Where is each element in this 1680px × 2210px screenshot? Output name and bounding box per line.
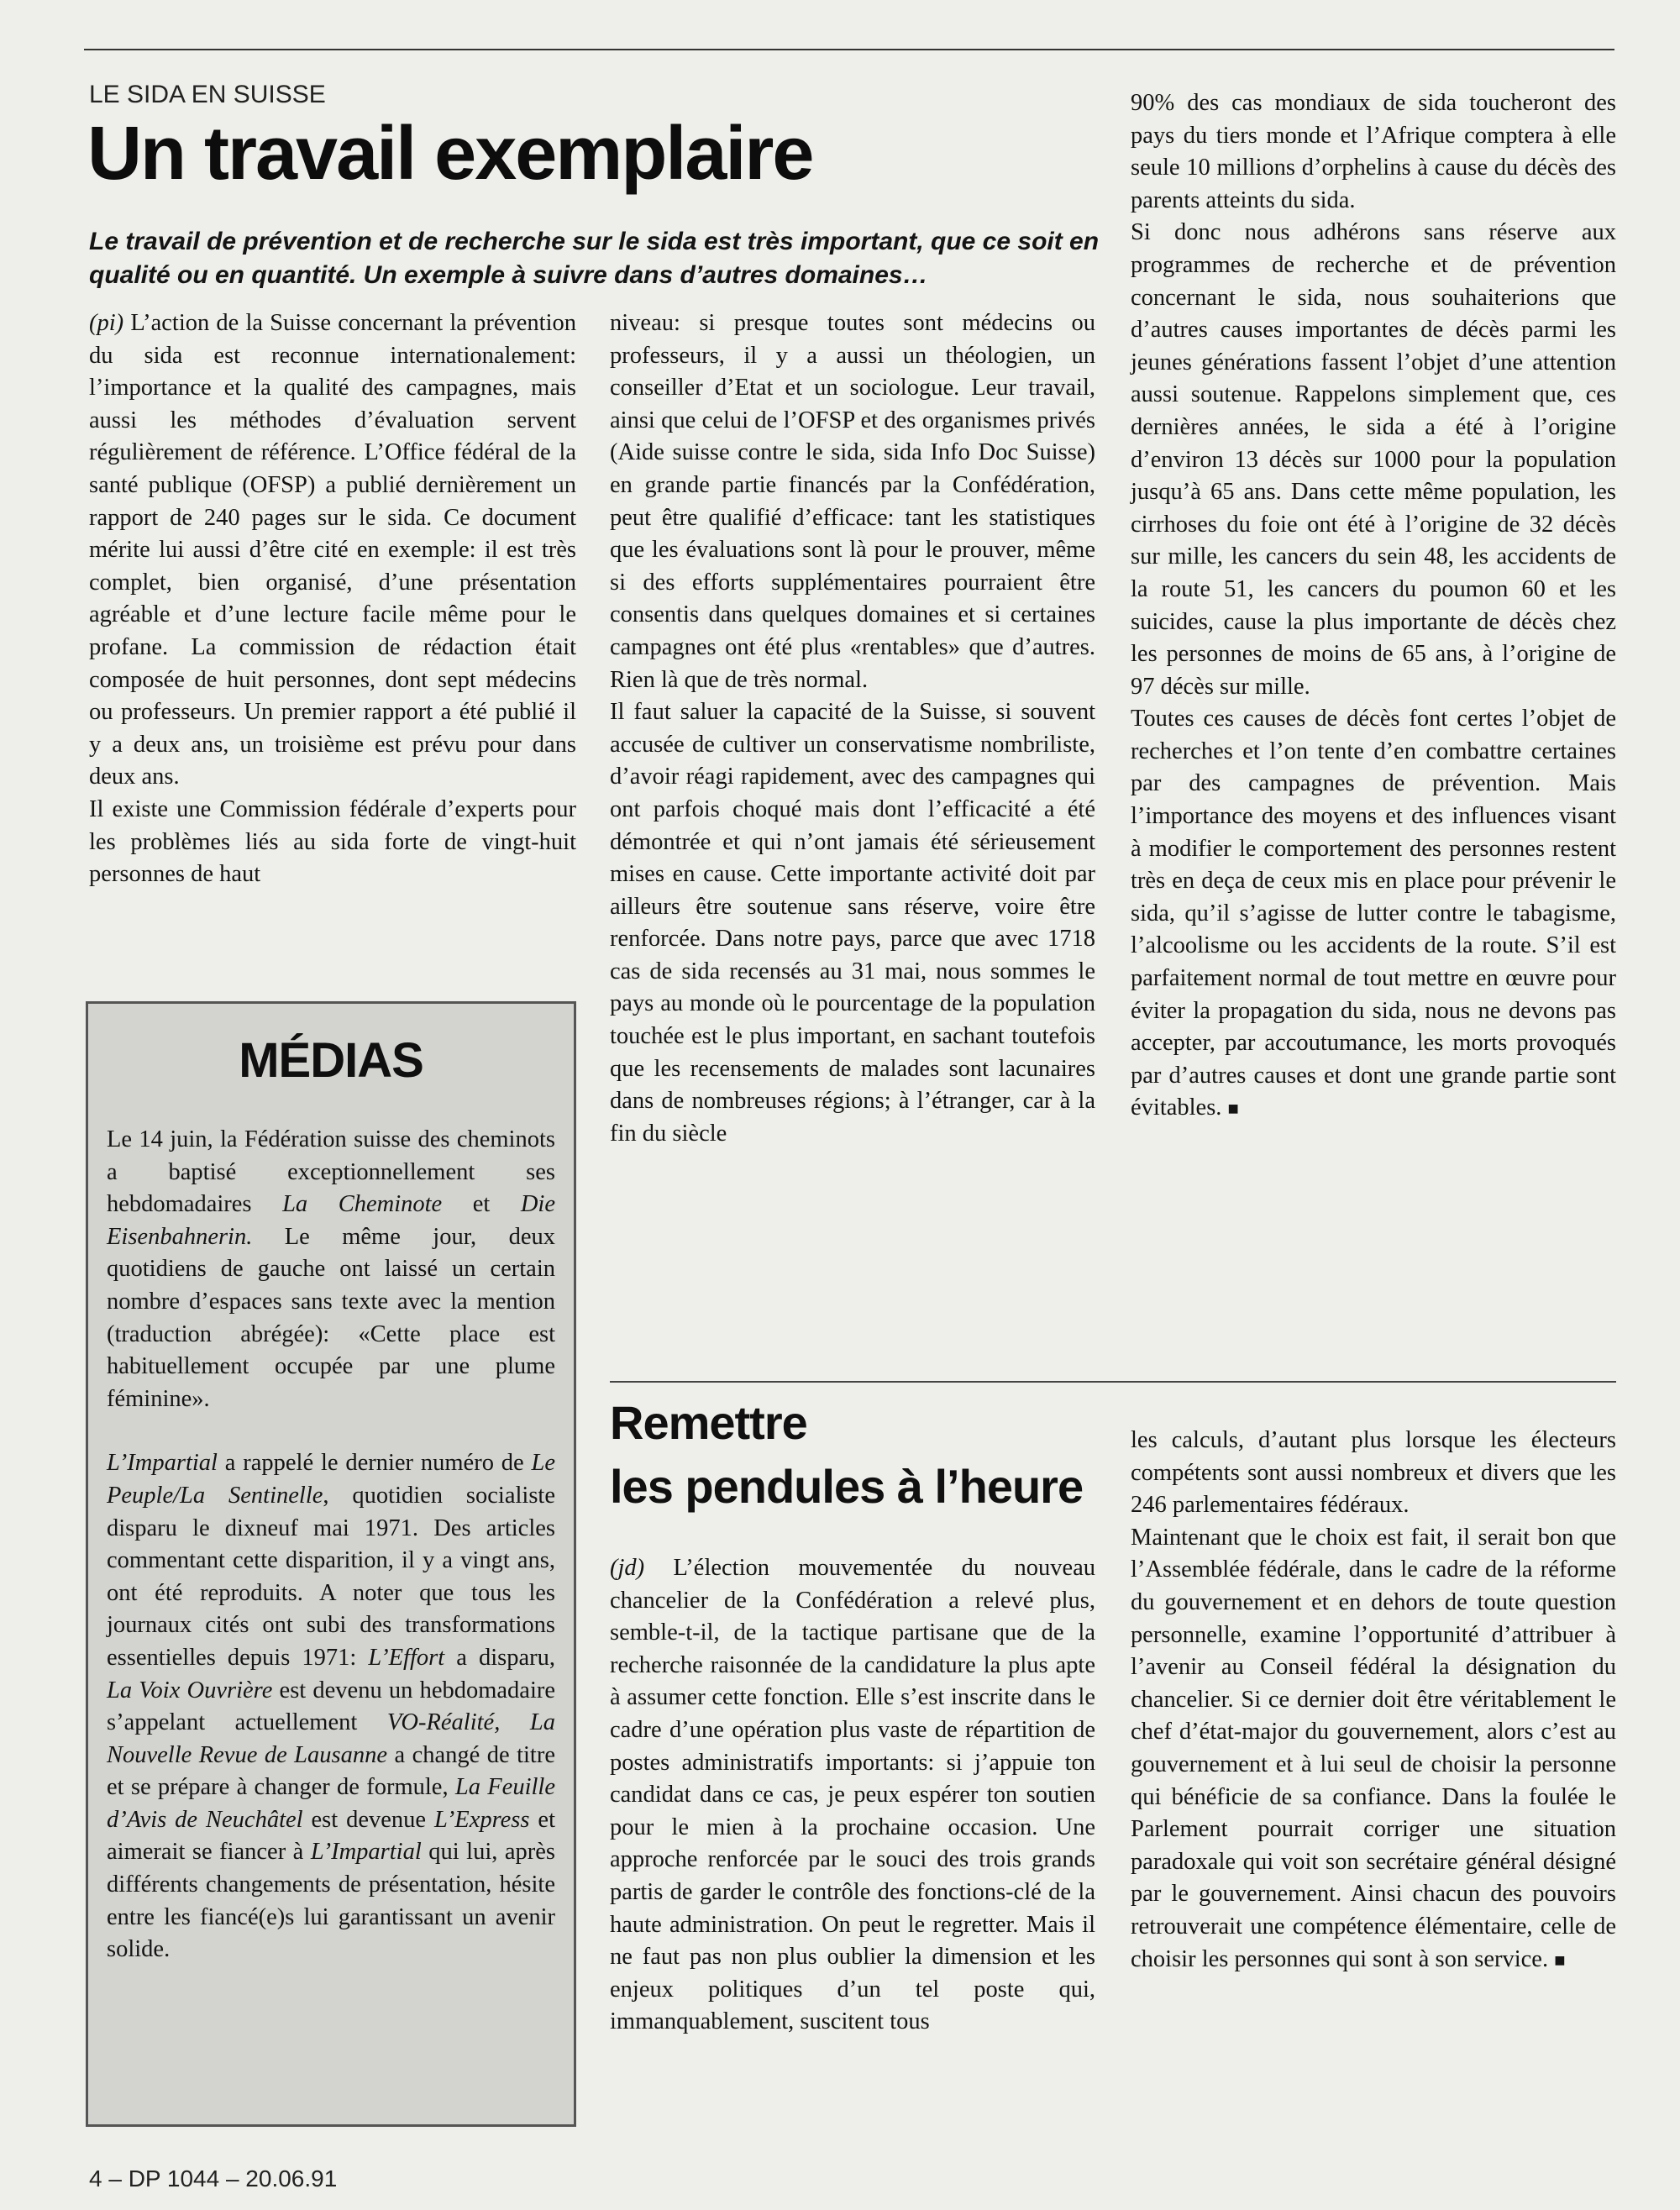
paragraph: Il existe une Commission fédérale d’experts pour les problèmes liés au sida forte de vingt-huit personnes de haut xyxy=(89,795,576,888)
paragraph: niveau: si presque toutes sont médecins ou professeurs, il y a aussi un théologien, un conseiller d’Etat et un sociologue. Leur travail, ainsi que celui de l’OFSP et des organismes privés (Aide suisse contre le sida, sida Info Doc Suisse) en grande partie financés par la Confédération, peut être qualifié d’efficace: tant les statistiques que les évaluations sont là pour le prouver, même si des efforts supplémentaires pourraient être consentis dans quelques domaines et si certaines campagnes ont été plus «rentables» que d’autres. Rien là que de très normal. xyxy=(610,310,1095,693)
end-mark: ■ xyxy=(1227,1098,1239,1120)
paragraph: Maintenant que le choix est fait, il serait bon que l’Assemblée fédérale, dans le cadre de la réforme du gouvernement et en dehors de toute question personnelle, examine l’opportunité d’attribuer à l’avenir au Conseil fédéral la désignation du chancelier. Si ce dernier doit être véritablement le chef d’état-major du gouvernement, alors c’est au gouvernement et à lui seul de choisir la personne qui bénéficie de sa confiance. Dans la foulée le Parlement pourrait corriger une situation paradoxale qui voit son secrétaire général désigné par le gouvernement. Ainsi chacun des pouvoirs retrouverait une compétence élémentaire, celle de choisir les personnes qui sont à son service. ■ xyxy=(1131,1524,1616,1972)
paragraph: (pi) L’action de la Suisse concernant la prévention du sida est reconnue internationalement: l’importance et la qualité des campagnes, mais aussi les méthodes d’évaluation servent régulièrement de référence. L’Office fédéral de la santé publique (OFSP) a publié dernièrement un rapport de 240 pages sur le sida. Ce document mérite lui aussi d’être cité en exemple: il est très complet, bien organisé, d’une présentation agréable et d’une lecture facile même pour le profane. La commission de rédaction était composée de huit personnes, dont sept médecins ou professeurs. Un premier rapport a été publié il y a deux ans, un troisième est prévu pour dans deux ans. xyxy=(89,310,576,790)
end-mark: ■ xyxy=(1554,1949,1566,1971)
page-footer: 4 – DP 1044 – 20.06.91 xyxy=(89,2165,338,2192)
article-lede: Le travail de prévention et de recherche sur le sida est très important, que ce soit en qualité ou en quantité. Un exemple à suivre dans d’autres domaines… xyxy=(89,228,1100,289)
sidebar-text xyxy=(88,1124,574,1966)
author-initials: (jd) xyxy=(610,1555,645,1581)
article-title: Un travail exemplaire xyxy=(87,112,813,196)
paragraph: Si donc nous adhérons sans réserve aux programmes de recherche et de prévention concernant le sida, nous souhaiterions que d’autres causes importantes de décès parmi les jeunes générations fassent l’objet d’une attention aussi soutenue. Rappelons simplement que, ces dernières années, le sida a été à l’origine d’environ 13 décès sur 1000 pour la population jusqu’à 65 ans. Dans cette même population, les cirrhoses du foie ont été à l’origine de 32 décès sur mille, les cancers du sein 48, les accidents de la route 51, les cancers du poumon 60 et les suicides, cause la plus importante de décès chez les personnes de moins de 65 ans, à l’origine de 97 décès sur mille. xyxy=(1131,219,1616,700)
paragraph: (jd) L’élection mouvementée du nouveau chancelier de la Confédération a relevé plus, semble-t-il, de la tactique partisane que de la recherche raisonnée de la candidature la plus apte à assumer cette fonction. Elle s’est inscrite dans le cadre d’une opération plus vaste de répartition de postes administratifs importants: si j’appuie ton candidat dans ce cas, je peux espérer ton soutien pour le mien à la prochaine occasion. Une approche renforcée par le souci des trois grands partis de garder le contrôle des fonctions-clé de la haute administration. On peut le regretter. Mais il ne faut pas non plus oublier la dimension et les enjeux politiques d’un tel poste qui, immanquablement, suscitent tous xyxy=(610,1555,1095,2035)
top-rule xyxy=(84,49,1614,50)
article2-column-2 xyxy=(1131,1425,1616,1976)
paragraph: les calculs, d’autant plus lorsque les électeurs compétents sont aussi nombreux et divers que les 246 parlementaires fédéraux. xyxy=(1131,1427,1616,1519)
sidebar-title: MÉDIAS xyxy=(239,1033,423,1088)
article2-title: Remettre les pendules à l’heure xyxy=(610,1396,1084,1513)
paragraph: Le 14 juin, la Fédération suisse des cheminots a baptisé exceptionnellement ses hebdomadaires La Cheminote et Die Eisenbahnerin. Le même jour, deux quotidiens de gauche ont laissé un certain nombre d’espaces sans texte avec la mention (traduction abrégée): «Cette place est habituellement occupée par une plume féminine». xyxy=(107,1126,555,1412)
paragraph: 90% des cas mondiaux de sida toucheront des pays du tiers monde et l’Afrique comptera à elle seule 10 millions d’orphelins à cause du décès des parents atteints du sida. xyxy=(1131,90,1616,213)
article2-column-1 xyxy=(610,1552,1095,2039)
article1-column-2 xyxy=(610,307,1095,1150)
paragraph: Toutes ces causes de décès font certes l’objet de recherches et l’on tente d’en combattre certaines par des campagnes de prévention. Mais l’importance des moyens et des influences visant à modifier le comportement des personnes restent très en deça de ceux mis en place pour prévenir le sida, qu’il s’agisse de lutter contre le tabagisme, l’alcoolisme ou les accidents de la route. S’il est parfaitement normal de tout mettre en œuvre pour éviter la propagation du sida, nous ne devons pas accepter, par accoutumance, les morts provoqués par d’autres causes et dont une grande partie sont évitables. ■ xyxy=(1131,706,1616,1121)
article1-column-1 xyxy=(89,307,576,891)
section-divider xyxy=(610,1381,1616,1383)
paragraph: L’Impartial a rappelé le dernier numéro de Le Peuple/La Sentinelle, quotidien socialiste disparu le dixneuf mai 1971. Des articles commentant cette disparition, il y a vingt ans, ont été reproduits. A noter que tous les journaux cités ont subi des transformations essentielles depuis 1971: L’Effort a disparu, La Voix Ouvrière est devenu un hebdomadaire s’appelant actuellement VO-Réalité, La Nouvelle Revue de Lausanne a changé de titre et se prépare à changer de formule, La Feuille d’Avis de Neuchâtel est devenue L’Express et aimerait se fiancer à L’Impartial qui lui, après différents changements de présentation, hésite entre les fiancé(e)s lui garantissant un avenir solide. xyxy=(107,1450,555,1963)
section-kicker: LE SIDA EN SUISSE xyxy=(89,81,326,108)
author-initials: (pi) xyxy=(89,310,124,336)
sidebar-box-medias xyxy=(86,1001,576,2127)
article1-column-3 xyxy=(1131,87,1616,1126)
paragraph: Il faut saluer la capacité de la Suisse, si souvent accusée de cultiver un conservatisme nombriliste, d’avoir réagi rapidement, avec des campagnes qui ont parfois choqué mais dont l’efficacité a été démontrée et qui n’ont jamais été sérieusement mises en cause. Cette importante activité doit par ailleurs être soutenue sans réserve, voire être renforcée. Dans notre pays, parce que avec 1718 cas de sida recensés au 31 mai, nous sommes le pays au monde où le pourcentage de la population touchée est le plus important, en sachant toutefois que les recensements de malades sont lacunaires dans de nombreuses régions; à l’étranger, car à la fin du siècle xyxy=(610,699,1095,1147)
